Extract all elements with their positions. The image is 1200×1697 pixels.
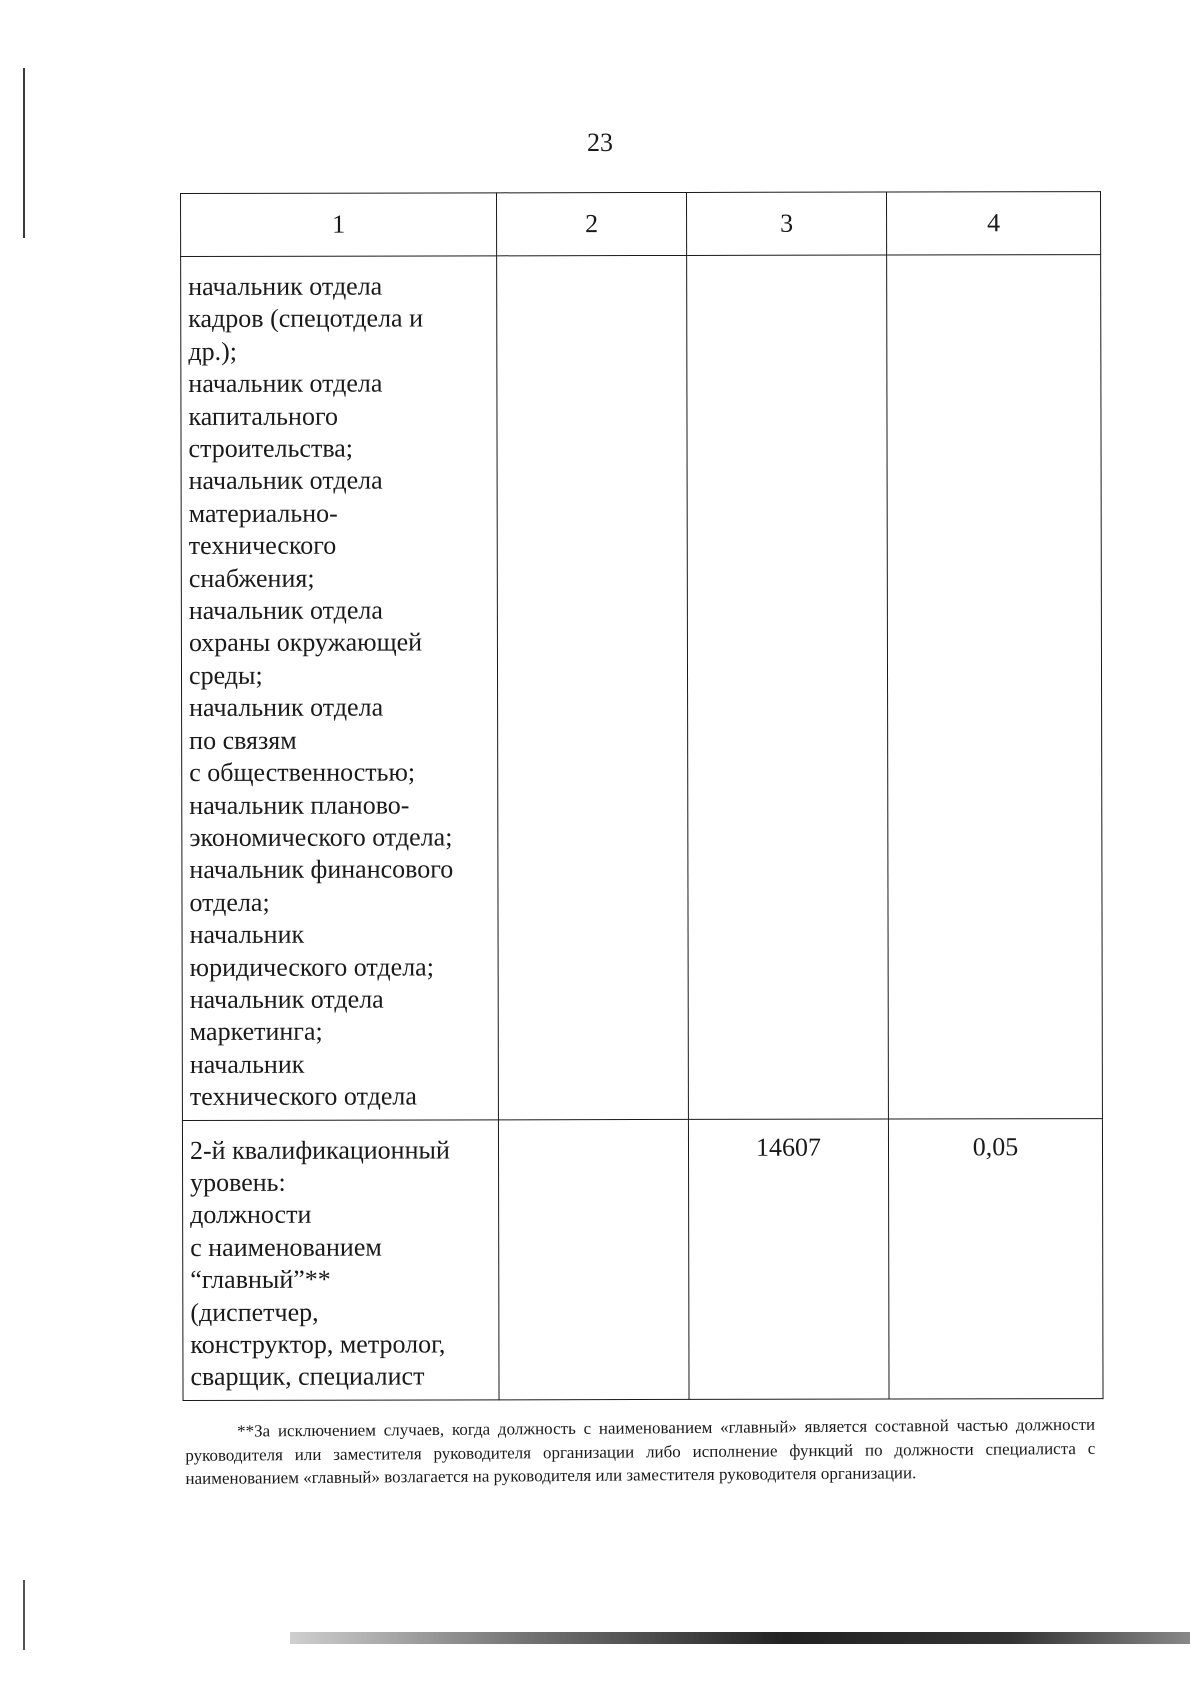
- table-cell: [498, 1119, 689, 1400]
- cell-text-line: капитального: [188, 401, 338, 431]
- cell-text-line: технического: [188, 530, 337, 561]
- scan-bottom-bar: [290, 1632, 1190, 1644]
- cell-text-line: строительства;: [188, 433, 354, 464]
- table-cell: [887, 255, 1103, 1119]
- cell-text-line: экономического отдела;: [189, 822, 453, 852]
- cell-text-line: сварщик, специалист: [190, 1361, 425, 1392]
- footnote-text: **За исключением случаев, когда должность с наименованием «главный» является составной частью должности руководителя или заместителя руководителя организации либо исполнение функций по должности специалиста с наименованием «главный» возлагается на руководителя или заместителя руководителя организации.: [185, 1414, 1096, 1488]
- table-header-cell: 2: [497, 192, 687, 255]
- scan-edge-line-lower: [23, 1580, 25, 1650]
- coefficient-value-cell: 0,05: [888, 1118, 1103, 1399]
- salary-table: [180, 191, 1104, 1401]
- cell-text-line: охраны окружающей: [188, 627, 423, 658]
- cell-text-line: кадров (спецотдела и: [188, 303, 424, 334]
- cell-text-line: начальник отдела: [188, 466, 383, 496]
- table-header-row: [181, 192, 1101, 257]
- cell-text-line: технического отдела: [189, 1081, 417, 1112]
- position-list-cell: [181, 256, 499, 1120]
- table-header-cell: 3: [686, 192, 886, 255]
- table-header-cell: 4: [886, 192, 1100, 255]
- page-number: 23: [587, 128, 613, 157]
- cell-text-line: начальник отдела: [188, 271, 383, 301]
- cell-text-line: отдела;: [189, 887, 270, 917]
- cell-text-line: начальник финансового: [189, 854, 454, 885]
- cell-text-line: начальник: [189, 1049, 305, 1079]
- cell-text-line: должности: [190, 1200, 312, 1230]
- cell-text-line: начальник планово-: [189, 790, 410, 820]
- cell-text-line: юридического отдела;: [189, 952, 434, 982]
- table-row: [182, 1118, 1103, 1400]
- cell-text-line: начальник отдела: [189, 692, 384, 723]
- cell-text-line: материально-: [188, 498, 338, 528]
- cell-text-line: маркетинга;: [189, 1017, 323, 1047]
- cell-text-line: начальник отдела: [189, 984, 384, 1014]
- cell-text-line: начальник отдела: [188, 595, 383, 626]
- table-cell: [497, 255, 689, 1119]
- table-cell: [687, 255, 889, 1119]
- qualification-level-cell: [182, 1119, 499, 1400]
- cell-text-line: с общественностью;: [189, 757, 416, 788]
- cell-text-line: начальник отдела: [188, 368, 383, 399]
- cell-text-line: снабжения;: [188, 563, 315, 593]
- cell-text-line: с наименованием: [190, 1232, 382, 1262]
- cell-text-line: конструктор, метролог,: [190, 1329, 446, 1359]
- table-header-cell: 1: [181, 193, 497, 257]
- cell-text-line: начальник: [189, 919, 305, 950]
- cell-text-line: среды;: [188, 660, 263, 690]
- cell-text-line: 2-й квалификационный: [189, 1134, 450, 1165]
- cell-text-line: (диспетчер,: [190, 1297, 319, 1327]
- cell-text-line: др.);: [188, 336, 237, 366]
- table-row: [181, 255, 1103, 1120]
- cell-text-line: уровень:: [190, 1167, 286, 1197]
- footnote: [185, 1413, 1096, 1491]
- salary-value-cell: 14607: [688, 1119, 889, 1400]
- cell-text-line: “главный”**: [190, 1264, 331, 1295]
- cell-text-line: по связям: [189, 725, 297, 755]
